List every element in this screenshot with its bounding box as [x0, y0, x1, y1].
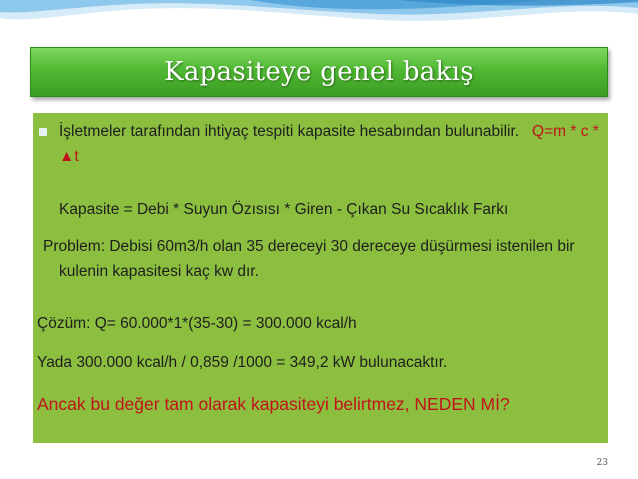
bullet-square-icon	[39, 128, 47, 136]
slide-title: Kapasiteye genel bakış	[164, 57, 474, 87]
header-wave-decoration	[0, 0, 638, 40]
conversion-text: Yada 300.000 kcal/h / 0,859 /1000 = 349,2 kW bulunacaktır.	[37, 354, 448, 371]
bullet-text: İşletmeler tarafından ihtiyaç tespiti kapasite hesabından bulunabilir.	[59, 123, 520, 140]
capacity-definition: Kapasite = Debi * Suyun Özısısı * Giren - Çıkan Su Sıcaklık Farkı	[59, 201, 509, 218]
formula-text: Q=m * c * ▲t	[59, 123, 599, 165]
page-number: 23	[596, 458, 608, 468]
solution-text: Çözüm: Q= 60.000*1*(35-30) = 300.000 kcal/h	[37, 315, 357, 332]
slide-title-bar	[30, 47, 608, 97]
bullet-item	[37, 119, 600, 169]
conclusion-text: Ancak bu değer tam olarak kapasiteyi belirtmez, NEDEN Mİ?	[37, 394, 510, 414]
problem-text: Problem: Debisi 60m3/h olan 35 dereceyi 30 dereceye düşürmesi istenilen bir kulenin kapasitesi kaç kw dır.	[43, 238, 575, 280]
slide-content-box	[33, 113, 608, 443]
